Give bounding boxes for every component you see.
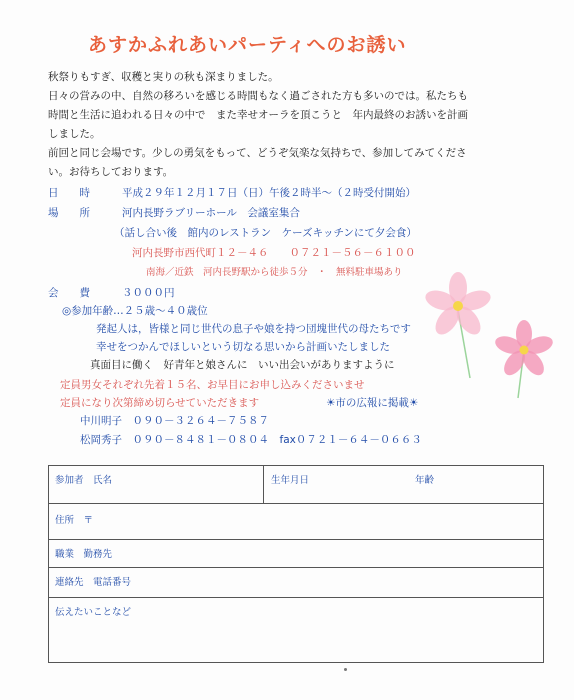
publicity-note: ☀市の広報に掲載☀ (326, 397, 419, 409)
capacity-note: 定員男女それぞれ先着１５名、お早目にお申し込みくださいませ (60, 379, 365, 391)
place-label: 場 所 (48, 207, 90, 219)
organizer-message: 真面目に働く 好青年と娘さんに いい出会いがありますように (90, 359, 395, 371)
organizer-message: 発起人は，皆様と同じ世代の息子や娘を持つ団塊世代の母たちです (96, 323, 411, 335)
birthdate-field-label: 生年月日 (271, 475, 310, 486)
name-field-label: 参加者 氏名 (55, 475, 113, 486)
organizer-message: 幸せをつかんでほしいという切なる思いから計画いたしました (96, 341, 390, 353)
place-value: 河内長野ラブリーホール 会議室集合 (122, 207, 300, 219)
cosmos-flower-small (493, 320, 555, 398)
intro-line: 前回と同じ会場です。少しの勇気をもって、どうぞ気楽な気持ちで、参加してみてくださ (48, 147, 467, 159)
application-form (48, 465, 544, 663)
intro-line: 秋祭りもすぎ、収穫と実りの秋も深まりました。 (48, 71, 279, 83)
fee-label: 会 費 (48, 287, 90, 299)
venue-address: 河内長野市西代町１２－４６ ０７２１－５６－６１００ (132, 247, 416, 259)
form-row-job (49, 540, 543, 568)
age-field-label: 年齢 (415, 475, 435, 486)
form-row-address (49, 504, 543, 540)
message-field-label: 伝えたいことなど (55, 607, 132, 618)
intro-line: しました。 (48, 128, 101, 140)
date-value: 平成２９年１２月１７日（日）午後２時半～（２時受付開始） (122, 187, 416, 199)
place-note: （話し合い後 館内のレストラン ケーズキッチンにて夕会食） (114, 227, 417, 239)
intro-line: 日々の営みの中、自然の移ろいを感じる時間もなく過ごされた方も多いのでは。私たちも (48, 90, 468, 102)
date-label: 日 時 (48, 187, 90, 199)
closing-note: 定員になり次第締め切らせていただきます (60, 397, 260, 409)
job-field-label: 職業 勤務先 (55, 549, 113, 560)
age-range: ◎参加年齢…２５歳～４０歳位 (62, 305, 208, 317)
address-field-label: 住所 〒 (55, 515, 94, 526)
form-row-message (49, 598, 543, 662)
intro-line: い。お待ちしております。 (48, 166, 174, 178)
scan-speck (344, 668, 347, 671)
cosmos-flower-large (423, 272, 493, 378)
intro-line: 時間と生活に追われる日々の中で また幸せオーラを頂こうと 年内最終のお誘いを計画 (48, 109, 468, 121)
form-row-name (49, 466, 543, 504)
fee-value: ３０００円 (122, 287, 175, 299)
cosmos-flower-illustration (420, 268, 560, 408)
form-row-contact (49, 568, 543, 598)
contact-field-label: 連絡先 電話番号 (55, 577, 132, 588)
venue-access: 南海／近鉄 河内長野駅から徒歩５分 ・ 無料駐車場あり (146, 267, 403, 278)
contact-line: 松岡秀子 ０９０－８４８１－０８０４ fax０７２１－６４－０６６３ (80, 434, 422, 446)
flyer-title: あすかふれあいパーティへのお誘い (88, 34, 407, 56)
contact-line: 中川明子 ０９０－３２６４－７５８７ (80, 415, 269, 427)
